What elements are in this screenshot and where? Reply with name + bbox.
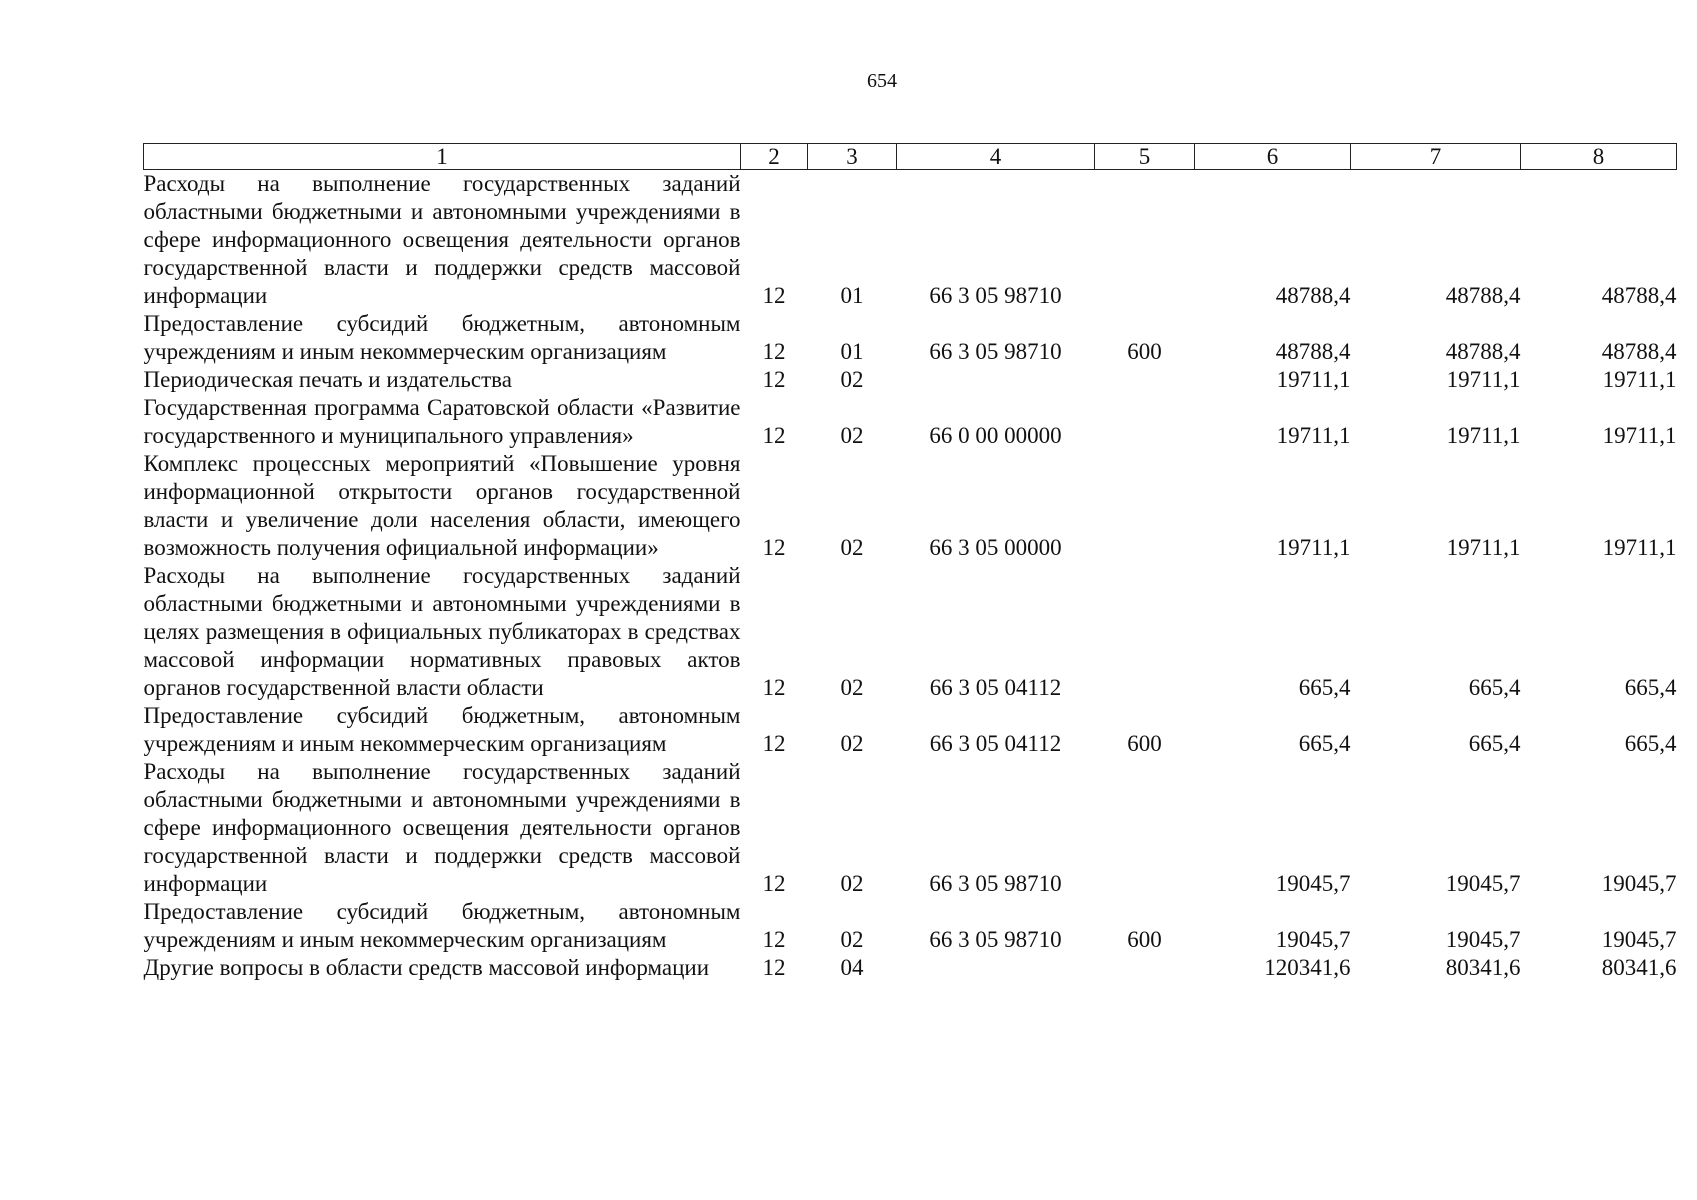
row-target-article: 66 3 05 04112: [929, 675, 1062, 700]
row-expense-type: [1095, 170, 1195, 311]
row-subsection: 02: [840, 927, 864, 952]
table-row: [144, 562, 1677, 702]
row-description: Расходы на выполнение государственных заданий областными бюджетными и автономными учреждениями в сфере информационного освещения деятельности органов государственной власти и поддержки средств массовой информации: [143, 759, 741, 896]
table-row: [144, 170, 1677, 311]
row-amount-1: 19711,1: [1276, 367, 1351, 392]
row-subsection: 02: [840, 367, 864, 392]
row-section: 12: [762, 367, 786, 392]
row-section: 12: [762, 871, 786, 896]
header-col-3: 3: [808, 144, 897, 170]
row-section: 12: [762, 675, 786, 700]
budget-table: [143, 143, 1677, 982]
row-amount-2: 19045,7: [1445, 871, 1521, 896]
header-col-2: 2: [741, 144, 808, 170]
row-amount-3: 48788,4: [1601, 283, 1677, 308]
row-description: Предоставление субсидий бюджетным, автономным учреждениям и иным некоммерческим организациям: [143, 899, 741, 952]
row-target-article: 66 3 05 98710: [929, 339, 1062, 364]
row-amount-2: 19045,7: [1445, 927, 1521, 952]
row-target-article: 66 3 05 98710: [929, 927, 1062, 952]
row-expense-type: [1095, 758, 1195, 898]
row-subsection: 04: [840, 955, 864, 980]
row-description: Расходы на выполнение государственных заданий областными бюджетными и автономными учреждениями в целях размещения в официальных публикаторах в средствах массовой информации нормативных правовых актов органов государственной власти области: [143, 563, 741, 700]
row-section: 12: [762, 423, 786, 448]
row-amount-2: 665,4: [1468, 675, 1521, 700]
row-description: Государственная программа Саратовской области «Развитие государственного и муниципального управления»: [143, 395, 741, 448]
row-section: 12: [762, 731, 786, 756]
row-subsection: 01: [840, 339, 864, 364]
row-expense-type: [1095, 366, 1195, 394]
row-amount-1: 665,4: [1298, 675, 1351, 700]
row-target-article: 66 3 05 00000: [929, 535, 1062, 560]
row-subsection: 02: [840, 731, 864, 756]
row-subsection: 01: [840, 283, 864, 308]
row-amount-1: 665,4: [1298, 731, 1351, 756]
row-amount-3: 80341,6: [1601, 955, 1677, 980]
row-section: 12: [762, 283, 786, 308]
header-col-8: 8: [1521, 144, 1677, 170]
row-target-article: [897, 366, 1095, 394]
row-subsection: 02: [840, 871, 864, 896]
table-row: [144, 366, 1677, 394]
table-row: [144, 450, 1677, 562]
header-col-7: 7: [1351, 144, 1521, 170]
row-section: 12: [762, 339, 786, 364]
row-target-article: 66 0 00 00000: [929, 423, 1062, 448]
row-description: Периодическая печать и издательства: [143, 367, 512, 392]
header-col-5: 5: [1095, 144, 1195, 170]
row-amount-2: 80341,6: [1445, 955, 1521, 980]
row-amount-1: 19711,1: [1276, 535, 1351, 560]
row-expense-type: [1095, 954, 1195, 982]
row-subsection: 02: [840, 423, 864, 448]
row-amount-1: 19045,7: [1275, 927, 1351, 952]
row-section: 12: [762, 955, 786, 980]
row-amount-2: 48788,4: [1445, 283, 1521, 308]
table-row: [144, 758, 1677, 898]
row-amount-1: 48788,4: [1275, 339, 1351, 364]
row-amount-2: 19711,1: [1446, 535, 1521, 560]
header-col-4: 4: [897, 144, 1095, 170]
row-amount-1: 48788,4: [1275, 283, 1351, 308]
row-description: Другие вопросы в области средств массовой информации: [143, 955, 709, 980]
row-expense-type: [1095, 562, 1195, 702]
row-amount-1: 19711,1: [1276, 423, 1351, 448]
row-description: Предоставление субсидий бюджетным, автономным учреждениям и иным некоммерческим организациям: [143, 703, 741, 756]
row-amount-3: 665,4: [1624, 675, 1677, 700]
page-number: 654: [867, 70, 897, 92]
header-col-6: 6: [1195, 144, 1351, 170]
row-amount-3: 19045,7: [1601, 871, 1677, 896]
row-amount-1: 19045,7: [1275, 871, 1351, 896]
row-expense-type: 600: [1127, 927, 1162, 952]
row-amount-2: 19711,1: [1446, 367, 1521, 392]
row-target-article: 66 3 05 98710: [929, 871, 1062, 896]
table-row: [144, 954, 1677, 982]
row-amount-3: 665,4: [1624, 731, 1677, 756]
row-description: Предоставление субсидий бюджетным, автономным учреждениям и иным некоммерческим организациям: [143, 311, 741, 364]
row-expense-type: [1095, 450, 1195, 562]
row-expense-type: 600: [1127, 339, 1162, 364]
row-target-article: [897, 954, 1095, 982]
table-row: [144, 394, 1677, 450]
row-amount-3: 19711,1: [1602, 423, 1677, 448]
row-description: Расходы на выполнение государственных заданий областными бюджетными и автономными учреждениями в сфере информационного освещения деятельности органов государственной власти и поддержки средств массовой информации: [143, 171, 741, 308]
row-expense-type: 600: [1127, 731, 1162, 756]
row-subsection: 02: [840, 675, 864, 700]
row-target-article: 66 3 05 04112: [929, 731, 1062, 756]
row-amount-2: 48788,4: [1445, 339, 1521, 364]
table-body: [144, 170, 1677, 983]
row-subsection: 02: [840, 535, 864, 560]
row-amount-3: 19045,7: [1601, 927, 1677, 952]
row-description: Комплекс процессных мероприятий «Повышение уровня информационной открытости органов государственной власти и увеличение доли населения области, имеющего возможность получения официальной информации»: [143, 451, 741, 560]
row-amount-3: 19711,1: [1602, 367, 1677, 392]
row-amount-2: 665,4: [1468, 731, 1521, 756]
table-row: [144, 898, 1677, 954]
row-section: 12: [762, 927, 786, 952]
table-row: [144, 702, 1677, 758]
row-section: 12: [762, 535, 786, 560]
row-amount-3: 48788,4: [1601, 339, 1677, 364]
row-amount-3: 19711,1: [1602, 535, 1677, 560]
row-expense-type: [1095, 394, 1195, 450]
header-col-1: 1: [144, 144, 741, 170]
header-row: [144, 144, 1677, 170]
row-amount-1: 120341,6: [1264, 955, 1351, 980]
table-header: [144, 144, 1677, 170]
table-row: [144, 310, 1677, 366]
row-amount-2: 19711,1: [1446, 423, 1521, 448]
row-target-article: 66 3 05 98710: [929, 283, 1062, 308]
